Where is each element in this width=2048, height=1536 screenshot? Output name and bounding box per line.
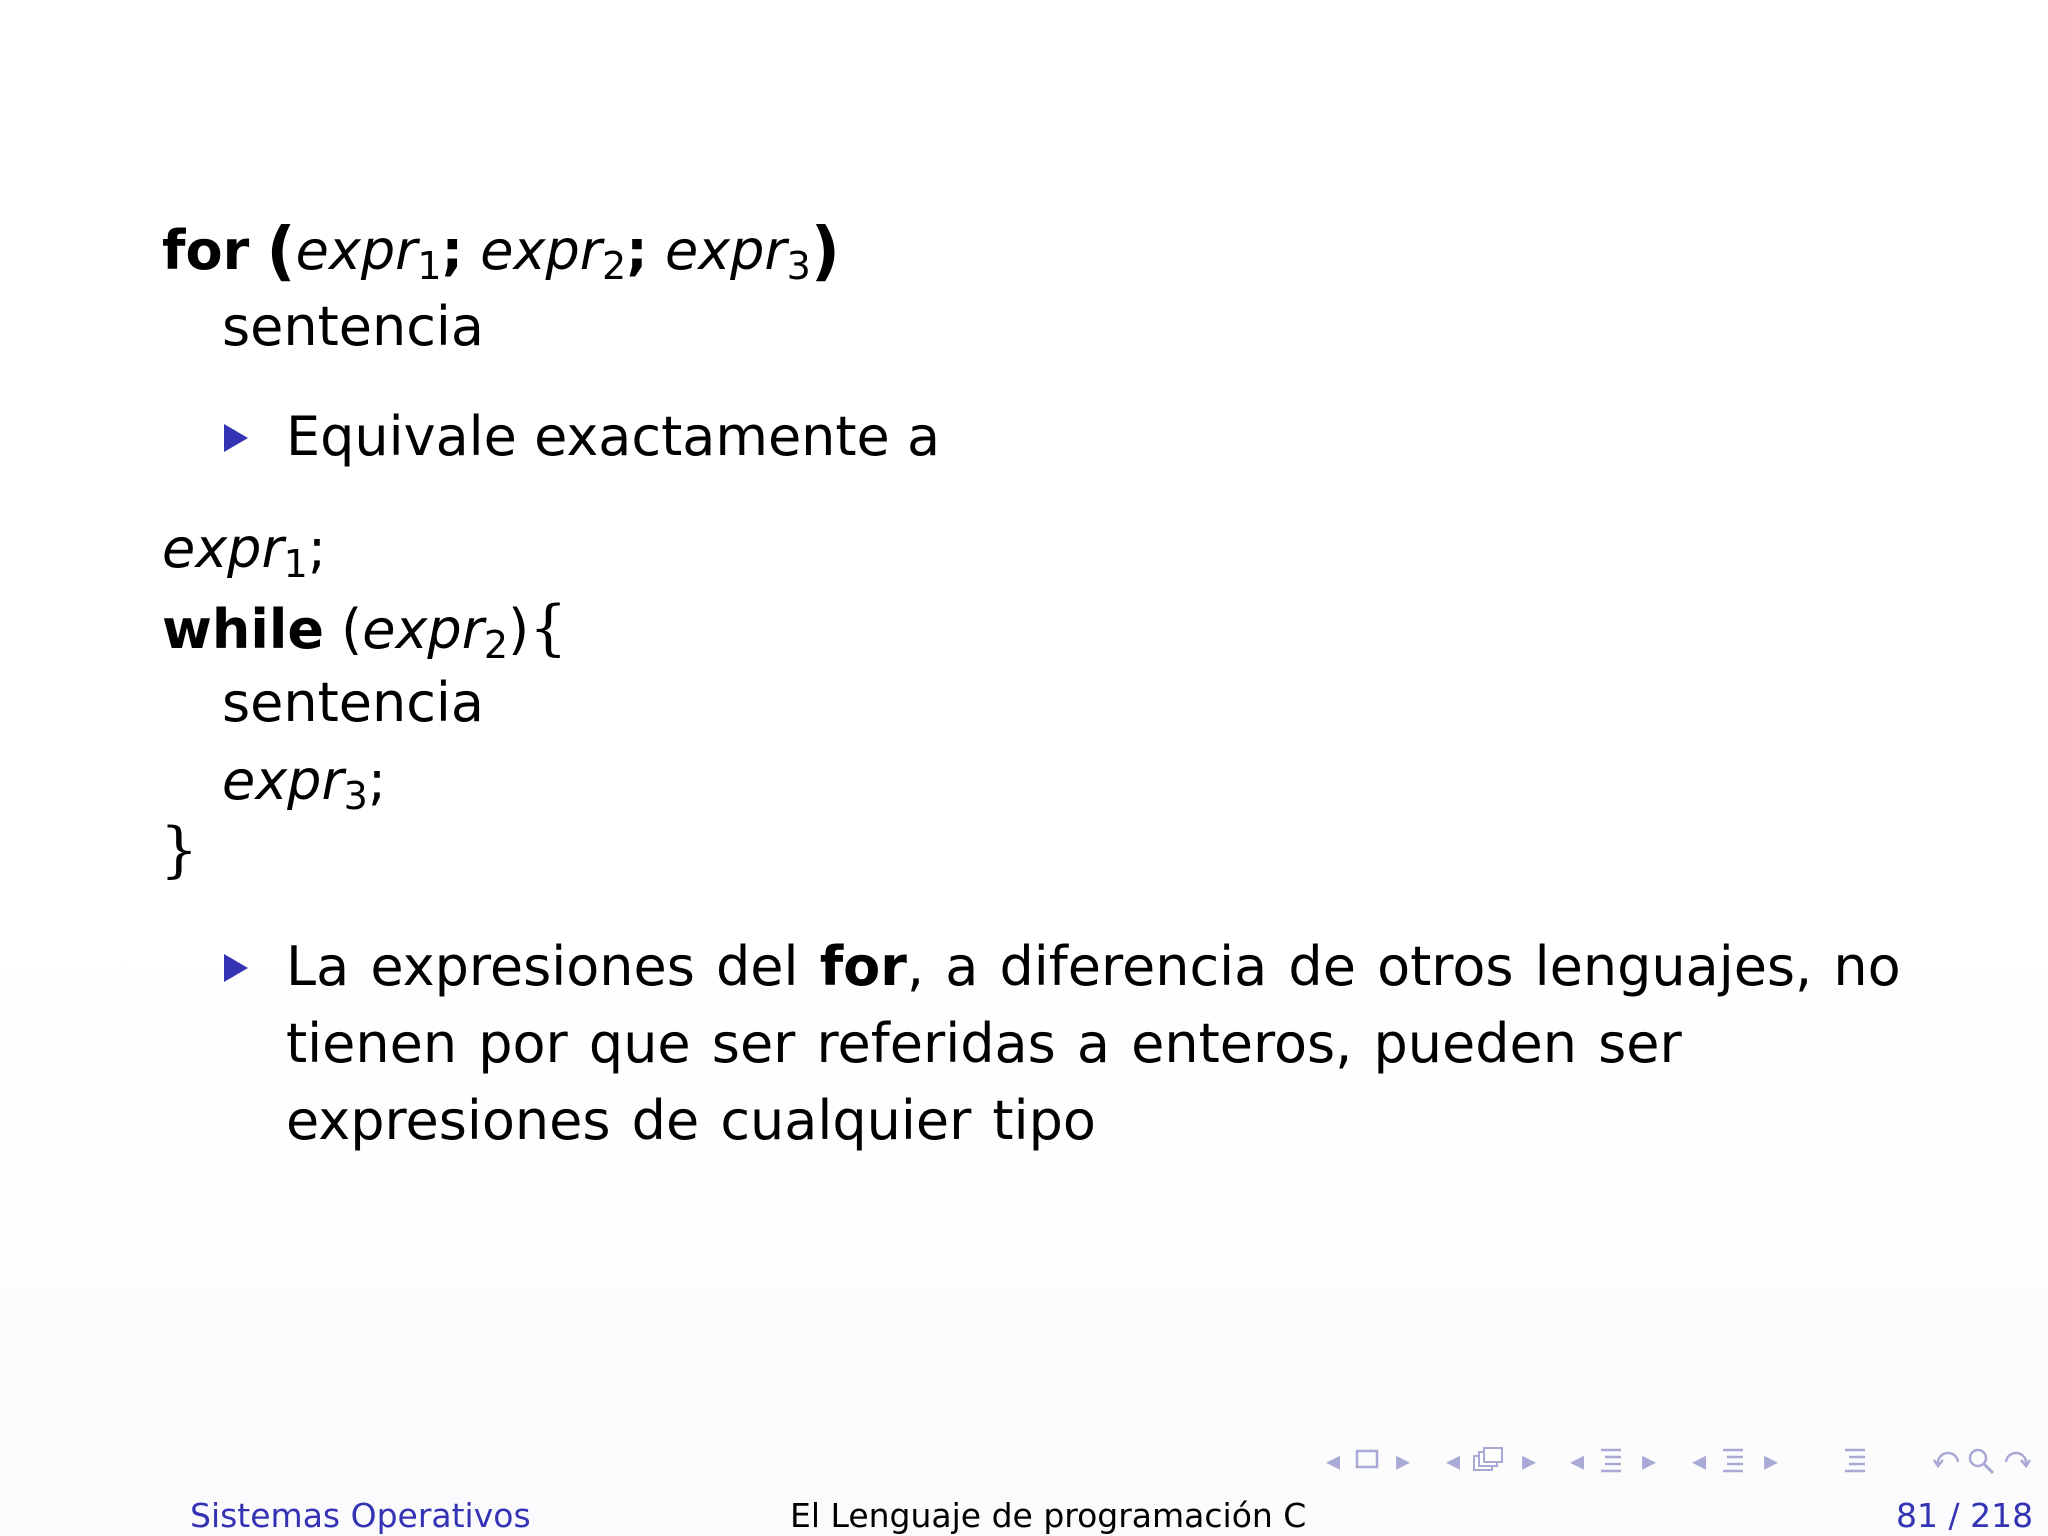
nav-back-icon[interactable] bbox=[1932, 1446, 1964, 1476]
code-expr1-semicolon: ; bbox=[307, 517, 327, 580]
bullet-marker-2 bbox=[224, 954, 248, 982]
bullet-marker-1 bbox=[224, 424, 248, 452]
nav-appendix-icon[interactable] bbox=[1842, 1446, 1868, 1476]
for-open-paren: ( bbox=[266, 215, 296, 289]
for-keyword: for bbox=[162, 219, 250, 282]
code-expr1-word: expr bbox=[162, 517, 284, 580]
nav-frame-prev-icon[interactable]: ◂ bbox=[1326, 1444, 1341, 1477]
close-brace: } bbox=[160, 815, 199, 885]
expr1-word: expr bbox=[295, 219, 418, 282]
nav-search-icon[interactable] bbox=[1966, 1446, 1996, 1476]
open-brace: { bbox=[529, 593, 568, 663]
code-expr1-line bbox=[162, 517, 327, 586]
while-keyword: while bbox=[162, 598, 324, 661]
code-body-line: sentencia bbox=[222, 671, 484, 734]
bullet-1-text: Equivale exactamente a bbox=[286, 405, 941, 468]
nav-frame-icon[interactable] bbox=[1354, 1446, 1380, 1472]
nav-forward-icon[interactable] bbox=[2000, 1446, 2032, 1476]
while-expr-word: expr bbox=[362, 598, 484, 661]
nav-document-prev-icon[interactable]: ◂ bbox=[1692, 1444, 1707, 1477]
nav-section-prev-icon[interactable]: ◂ bbox=[1570, 1444, 1585, 1477]
footer-short-title: El Lenguaje de programación C bbox=[790, 1496, 1307, 1535]
while-expr-sub: 2 bbox=[483, 623, 509, 667]
nav-subsection-icon[interactable] bbox=[1472, 1446, 1506, 1476]
code-expr3-sub: 3 bbox=[343, 774, 368, 818]
expr3-word: expr bbox=[664, 219, 787, 282]
nav-frame-next-icon[interactable]: ▸ bbox=[1396, 1444, 1411, 1477]
bullet-2-part1: La expresiones del bbox=[286, 935, 820, 998]
nav-section-icon[interactable] bbox=[1598, 1446, 1624, 1476]
nav-section-next-icon[interactable]: ▸ bbox=[1642, 1444, 1657, 1477]
expr1-sub: 1 bbox=[417, 244, 442, 288]
for-close-paren: ) bbox=[810, 215, 841, 289]
code-expr3-line bbox=[222, 749, 387, 818]
for-statement-line bbox=[162, 215, 841, 289]
code-expr3-semicolon: ; bbox=[367, 749, 387, 812]
code-expr1-sub: 1 bbox=[283, 542, 308, 586]
code-expr3-word: expr bbox=[222, 749, 344, 812]
semicolon-1: ; bbox=[441, 219, 464, 282]
expr3-sub: 3 bbox=[786, 244, 811, 288]
nav-subsection-next-icon[interactable]: ▸ bbox=[1522, 1444, 1537, 1477]
footer-page-number: 81 / 218 bbox=[1896, 1496, 2034, 1535]
while-close-paren: ) bbox=[508, 598, 530, 661]
for-body-line: sentencia bbox=[222, 295, 484, 358]
nav-document-next-icon[interactable]: ▸ bbox=[1764, 1444, 1779, 1477]
expr2-word: expr bbox=[480, 219, 602, 282]
bullet-2-for-keyword: for bbox=[819, 935, 907, 998]
beamer-navigation-bar bbox=[1320, 1444, 2040, 1484]
expr2-sub: 2 bbox=[601, 244, 627, 288]
nav-document-icon[interactable] bbox=[1720, 1446, 1746, 1476]
bullet-2-part2: , a diferencia de otros lenguajes, no tienen por que ser referidas a enteros, pueden ser expresiones de cualquier tipo bbox=[286, 935, 1901, 1152]
bullet-2-text bbox=[286, 928, 1936, 1159]
code-while-line bbox=[162, 593, 568, 667]
semicolon-2: ; bbox=[626, 219, 648, 282]
nav-subsection-prev-icon[interactable]: ◂ bbox=[1446, 1444, 1461, 1477]
while-open-paren: ( bbox=[341, 598, 363, 661]
footer-short-author: Sistemas Operativos bbox=[190, 1496, 531, 1535]
